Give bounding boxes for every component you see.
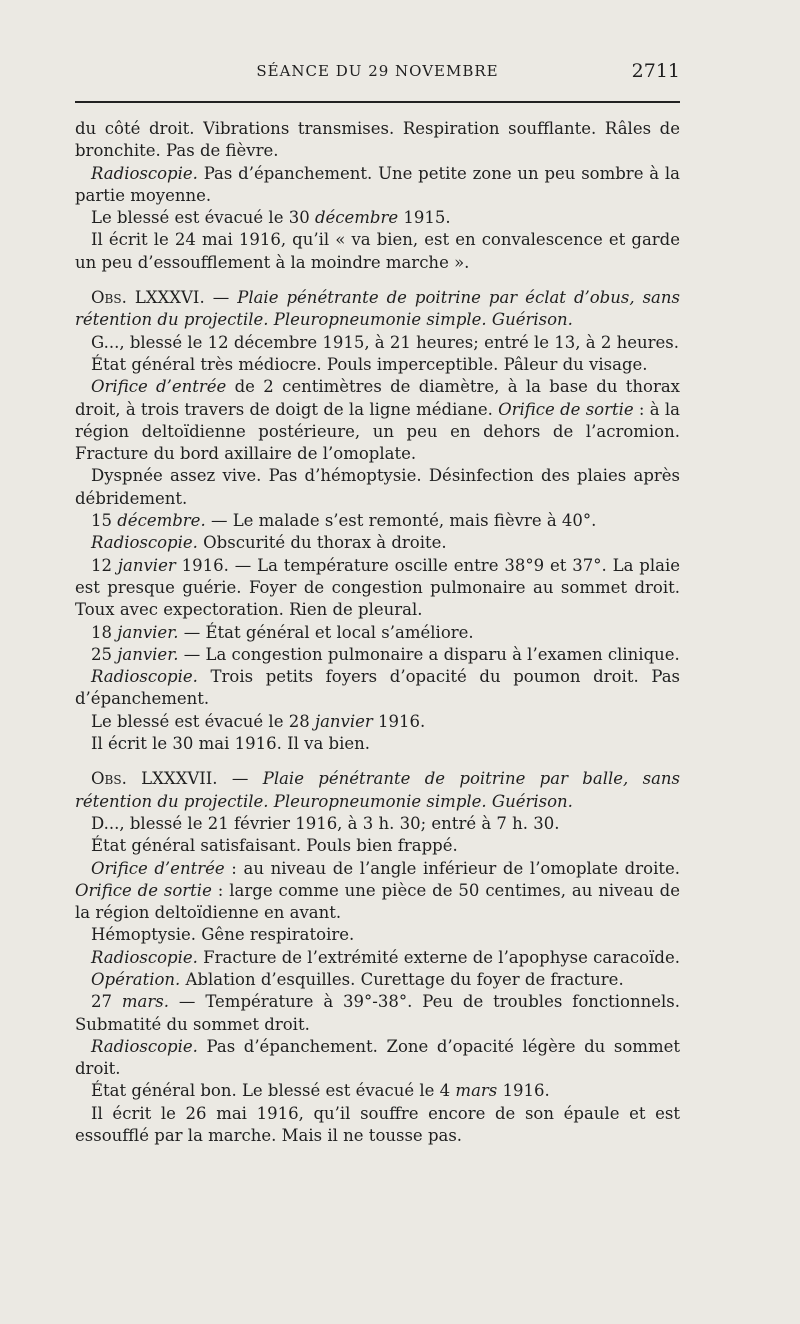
italic-text: Plaie pénétrante de poitrine par éclat d’obus, sans rétention du projectile. Pleuropneumonie simple. Guérison. <box>75 288 680 330</box>
paragraph <box>75 711 680 733</box>
text-run: — <box>204 288 238 308</box>
text-run: 1916. <box>497 1081 550 1101</box>
text-run: Trois petits foyers d’opacité du poumon droit. Pas d’épanchement. <box>75 667 680 709</box>
paragraph <box>75 733 680 755</box>
italic-text: Opération. <box>91 969 181 989</box>
text-run: Hémoptysie. Gêne respiratoire. <box>91 925 355 945</box>
paragraph <box>75 510 680 532</box>
text-run: Il écrit le 26 mai 1916, qu’il souffre encore de son épaule et est essoufflé par la marche. Mais il ne tousse pas. <box>75 1103 680 1146</box>
text-run: 1916. <box>372 711 426 731</box>
text-run: — Le malade s’est remonté, mais fièvre à 40°. <box>205 511 597 531</box>
text-run: : au niveau de l’angle inférieur de l’omoplate droite. <box>224 858 680 878</box>
text-run: Pas d’épanchement. Zone d’opacité légère du sommet droit. <box>75 1036 680 1079</box>
observation-label: Obs. LXXXVI. <box>91 288 205 308</box>
text-run: État général très médiocre. Pouls imperceptible. Pâleur du visage. <box>91 354 648 374</box>
italic-text: Radioscopie. <box>91 947 198 967</box>
italic-text: janvier. <box>117 622 179 642</box>
paragraph <box>75 1080 680 1102</box>
running-head: SÉANCE DU 29 NOVEMBRE <box>256 62 499 80</box>
italic-text: Orifice de sortie <box>75 880 212 900</box>
text-run: Il écrit le 30 mai 1916. Il va bien. <box>91 734 371 754</box>
paragraph <box>75 354 680 376</box>
paragraph <box>75 622 680 644</box>
text-run: de 2 centimètres de diamètre, à la base du thorax droit, à trois travers de doigt de la ligne médiane. <box>75 377 680 419</box>
paragraph <box>75 835 680 857</box>
header-rule <box>75 101 680 103</box>
paragraph <box>75 947 680 969</box>
text-run: — Température à 39°-38°. Peu de troubles fonctionnels. Submatité du sommet droit. <box>75 992 680 1034</box>
paragraph <box>75 924 680 946</box>
paragraph <box>75 969 680 991</box>
text-run: Obscurité du thorax à droite. <box>197 533 447 553</box>
text-run: Dyspnée assez vive. Pas d’hémoptysie. Désinfection des plaies après débridement. <box>75 466 680 508</box>
italic-text: Orifice d’entrée <box>91 377 227 397</box>
text-run: Ablation d’esquilles. Curettage du foyer de fracture. <box>180 969 624 989</box>
paragraph <box>75 163 680 208</box>
text-run: — <box>217 769 263 789</box>
paragraph <box>75 465 680 510</box>
body-text <box>75 118 680 1147</box>
paragraph <box>75 555 680 622</box>
paragraph <box>75 332 680 354</box>
italic-text: janvier <box>117 555 176 575</box>
italic-text: décembre. <box>117 511 206 531</box>
italic-text: Radioscopie. <box>91 1036 198 1056</box>
text-run: — La congestion pulmonaire a disparu à l’examen clinique. <box>178 644 680 664</box>
text-run: 15 <box>91 511 118 531</box>
text-run: 1915. <box>398 208 451 228</box>
paragraph <box>75 1103 680 1148</box>
text-run: du côté droit. Vibrations transmises. Respiration soufflante. Râles de bronchite. Pas de fièvre. <box>75 119 680 161</box>
paragraph <box>75 1036 680 1081</box>
text-run: : à la région deltoïdienne postérieure, un peu en dehors de l’acromion. Fracture du bord axillaire de l’omoplate. <box>75 399 680 464</box>
paragraph <box>75 644 680 666</box>
italic-text: janvier <box>314 711 373 731</box>
text-run: 1916. — La température oscille entre 38°9 et 37°. La plaie est presque guérie. Foyer de congestion pulmonaire au sommet droit. Toux avec expectoration. Rien de pleural. <box>75 555 681 620</box>
text-run: D..., blessé le 21 février 1916, à 3 h. 30; entré à 7 h. 30. <box>91 813 560 833</box>
paragraph <box>75 532 680 554</box>
italic-text: Orifice d’entrée <box>91 858 225 878</box>
paragraph <box>75 229 680 274</box>
observation-heading <box>75 768 680 813</box>
observation-heading <box>75 287 680 332</box>
text-run: : large comme une pièce de 50 centimes, au niveau de la région deltoïdienne en avant. <box>75 880 680 923</box>
text-run: 25 <box>91 644 118 664</box>
text-run: — État général et local s’améliore. <box>178 622 474 642</box>
italic-text: Radioscopie. <box>91 163 198 183</box>
paragraph <box>75 118 680 163</box>
italic-text: Orifice de sortie <box>498 399 634 419</box>
observation-label: Obs. LXXXVII. <box>91 769 218 789</box>
text-run: G..., blessé le 12 décembre 1915, à 21 heures; entré le 13, à 2 heures. <box>91 332 679 352</box>
paragraph <box>75 666 680 711</box>
text-run: Il écrit le 24 mai 1916, qu’il « va bien, est en convalescence et garde un peu d’essoufflement à la moindre marche ». <box>75 230 680 272</box>
text-run: 18 <box>91 622 118 642</box>
paragraph <box>75 207 680 229</box>
italic-text: décembre <box>314 208 399 228</box>
italic-text: mars. <box>121 992 169 1012</box>
italic-text: mars <box>455 1081 498 1101</box>
paragraph <box>75 991 680 1036</box>
italic-text: Radioscopie. <box>91 533 198 553</box>
italic-text: janvier. <box>117 644 179 664</box>
text-run: État général satisfaisant. Pouls bien frappé. <box>91 836 458 856</box>
text-run: Pas d’épanchement. Une petite zone un peu sombre à la partie moyenne. <box>75 163 680 205</box>
text-run: Le blessé est évacué le 30 <box>91 208 315 228</box>
page-header <box>75 62 680 92</box>
text-run: 12 <box>91 555 118 575</box>
paragraph <box>75 813 680 835</box>
italic-text: Radioscopie. <box>91 667 198 687</box>
text-run: État général bon. Le blessé est évacué le 4 <box>91 1081 456 1101</box>
paragraph <box>75 858 680 925</box>
text-run: Le blessé est évacué le 28 <box>91 711 315 731</box>
text-run: 27 <box>91 992 122 1012</box>
paragraph <box>75 376 680 465</box>
text-run: Fracture de l’extrémité externe de l’apophyse caracoïde. <box>197 947 680 967</box>
page-number: 2711 <box>631 60 680 82</box>
italic-text: Plaie pénétrante de poitrine par balle, sans rétention du projectile. Pleuropneumonie simple. Guérison. <box>75 769 680 811</box>
